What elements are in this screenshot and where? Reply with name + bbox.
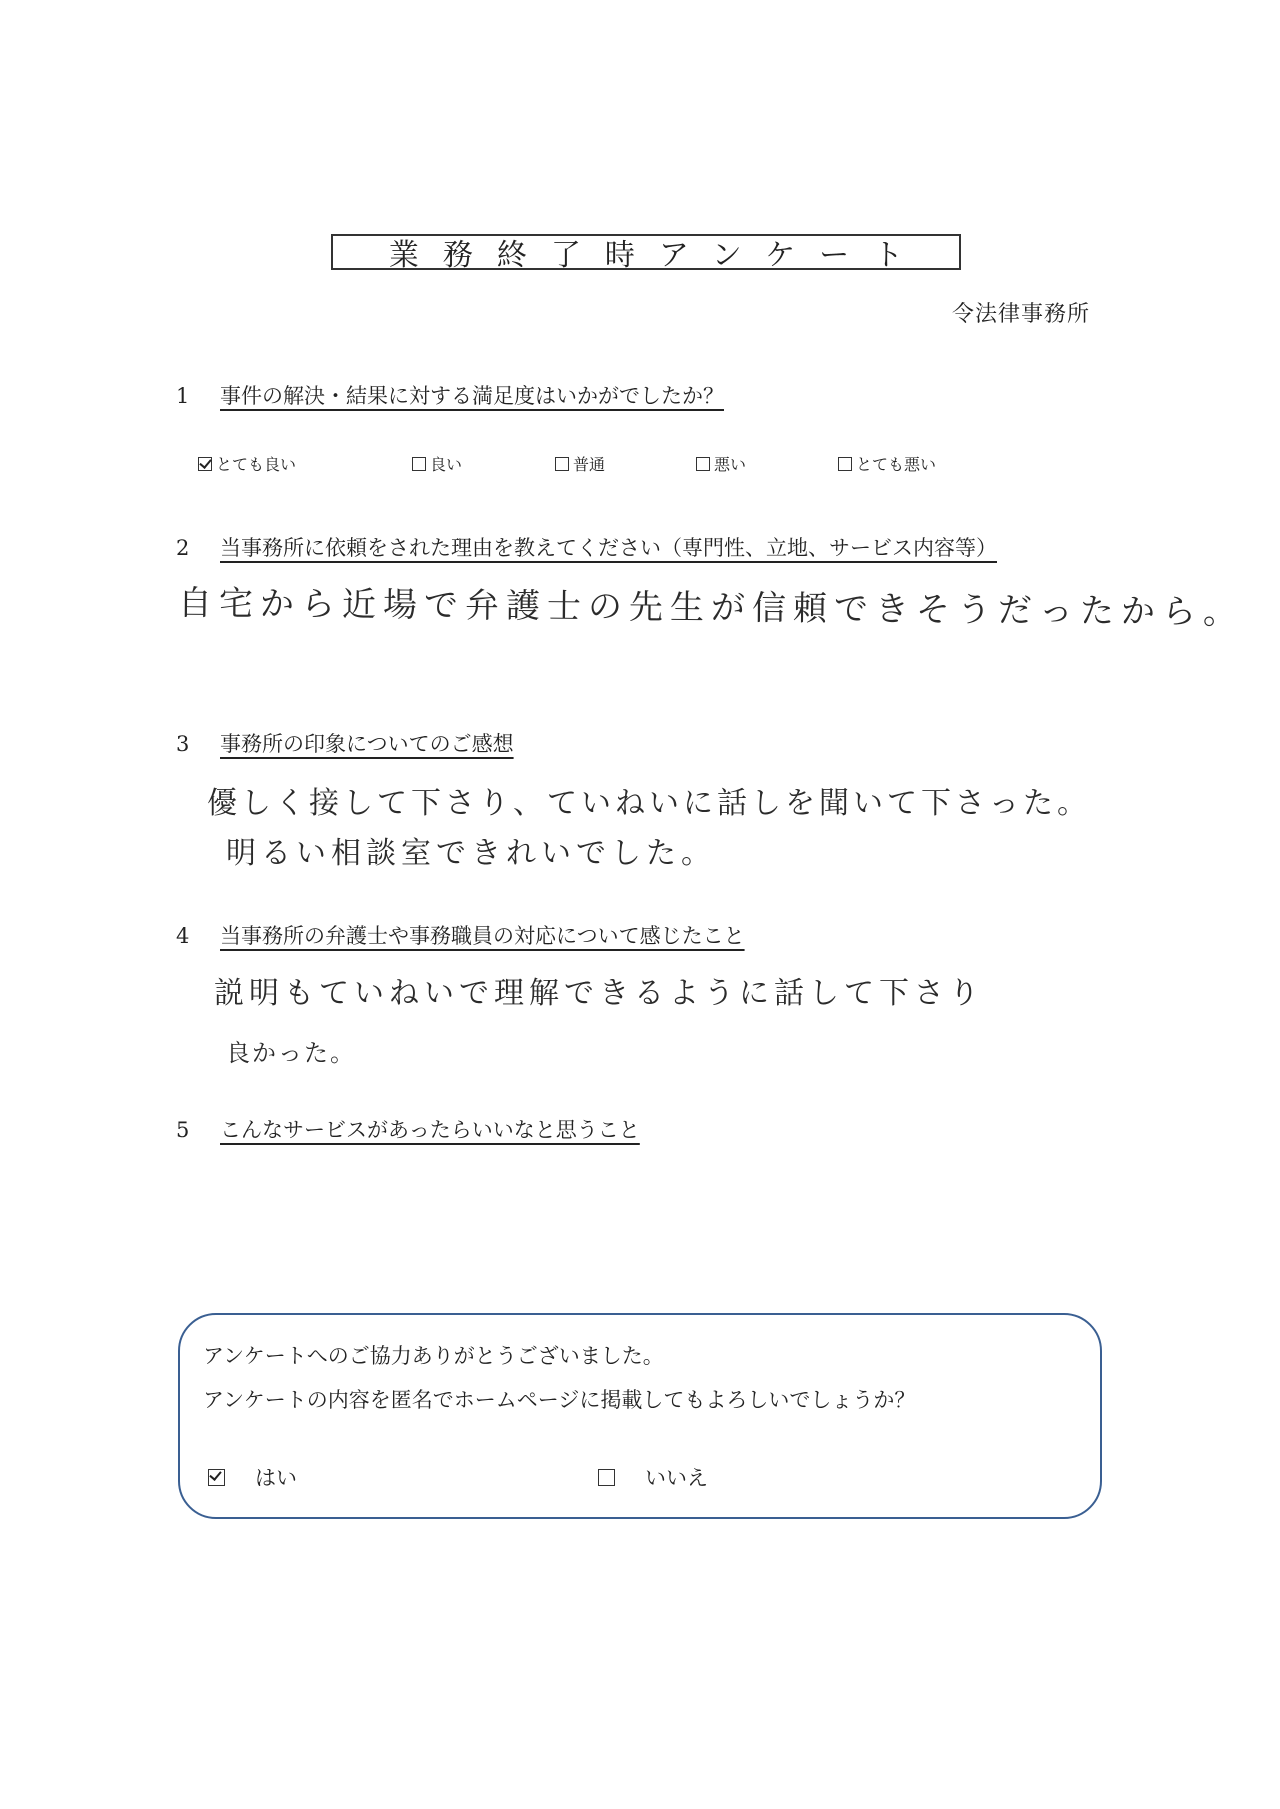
- question-number: 1: [176, 384, 190, 408]
- survey-title: [331, 234, 961, 273]
- option-normal[interactable]: [555, 452, 605, 475]
- answer-3-line-2-handwritten: 明るい相談室できれいでした。: [226, 836, 716, 871]
- answer-2-handwritten: 自宅から近場で弁護士の先生が信頼できそうだったから。: [177, 583, 1245, 633]
- answer-3-line-1-handwritten: 優しく接して下さり、ていねいに話しを聞いて下さった。: [207, 786, 1091, 821]
- consent-thanks-text: アンケートへのご協力ありがとうございました。: [203, 1344, 664, 1368]
- option-label: 普通: [573, 455, 606, 474]
- consent-question-text: アンケートの内容を匿名でホームページに掲載してもよろしいでしょうか？: [203, 1388, 916, 1412]
- option-bad[interactable]: [696, 452, 746, 475]
- question-5: [176, 1114, 640, 1144]
- question-number: 5: [176, 1118, 190, 1142]
- answer-4-line-2-handwritten: 良かった。: [226, 1039, 356, 1067]
- checkbox-icon[interactable]: [696, 457, 710, 471]
- survey-title-text: 業務終了時アンケート: [388, 238, 928, 273]
- option-label: とても良い: [216, 455, 297, 474]
- question-number: 2: [176, 536, 190, 560]
- question-text: 当事務所の弁護士や事務職員の対応について感じたこと: [220, 924, 745, 948]
- question-3: [176, 728, 514, 758]
- consent-yes-label: はい: [255, 1466, 297, 1490]
- option-label: 悪い: [714, 455, 747, 474]
- answer-4-line-1-handwritten: 説明もていねいで理解できるように話して下さり: [214, 976, 984, 1011]
- consent-no-label: いいえ: [645, 1466, 708, 1490]
- checkbox-checked-icon[interactable]: [198, 457, 212, 471]
- option-very-good[interactable]: [198, 452, 296, 475]
- office-name: 令法律事務所: [951, 302, 1090, 327]
- checkbox-icon[interactable]: [598, 1469, 615, 1486]
- consent-no-option[interactable]: [598, 1462, 708, 1492]
- consent-yes-option[interactable]: [208, 1462, 297, 1492]
- question-text: 事務所の印象についてのご感想: [220, 732, 514, 756]
- question-4: [176, 920, 745, 950]
- option-good[interactable]: [412, 452, 462, 475]
- question-text: こんなサービスがあったらいいなと思うこと: [220, 1118, 640, 1142]
- question-text: 事件の解決・結果に対する満足度はいかがでしたか？: [220, 384, 724, 408]
- checkbox-icon[interactable]: [412, 457, 426, 471]
- checkbox-checked-icon[interactable]: [208, 1469, 225, 1486]
- checkbox-icon[interactable]: [838, 457, 852, 471]
- question-2: [176, 532, 997, 562]
- question-1: [176, 380, 724, 410]
- option-very-bad[interactable]: [838, 452, 936, 475]
- question-text: 当事務所に依頼をされた理由を教えてください（専門性、立地、サービス内容等）: [220, 536, 997, 560]
- question-number: 3: [176, 732, 190, 756]
- checkbox-icon[interactable]: [555, 457, 569, 471]
- question-number: 4: [176, 924, 190, 948]
- option-label: 良い: [430, 455, 463, 474]
- option-label: とても悪い: [856, 455, 937, 474]
